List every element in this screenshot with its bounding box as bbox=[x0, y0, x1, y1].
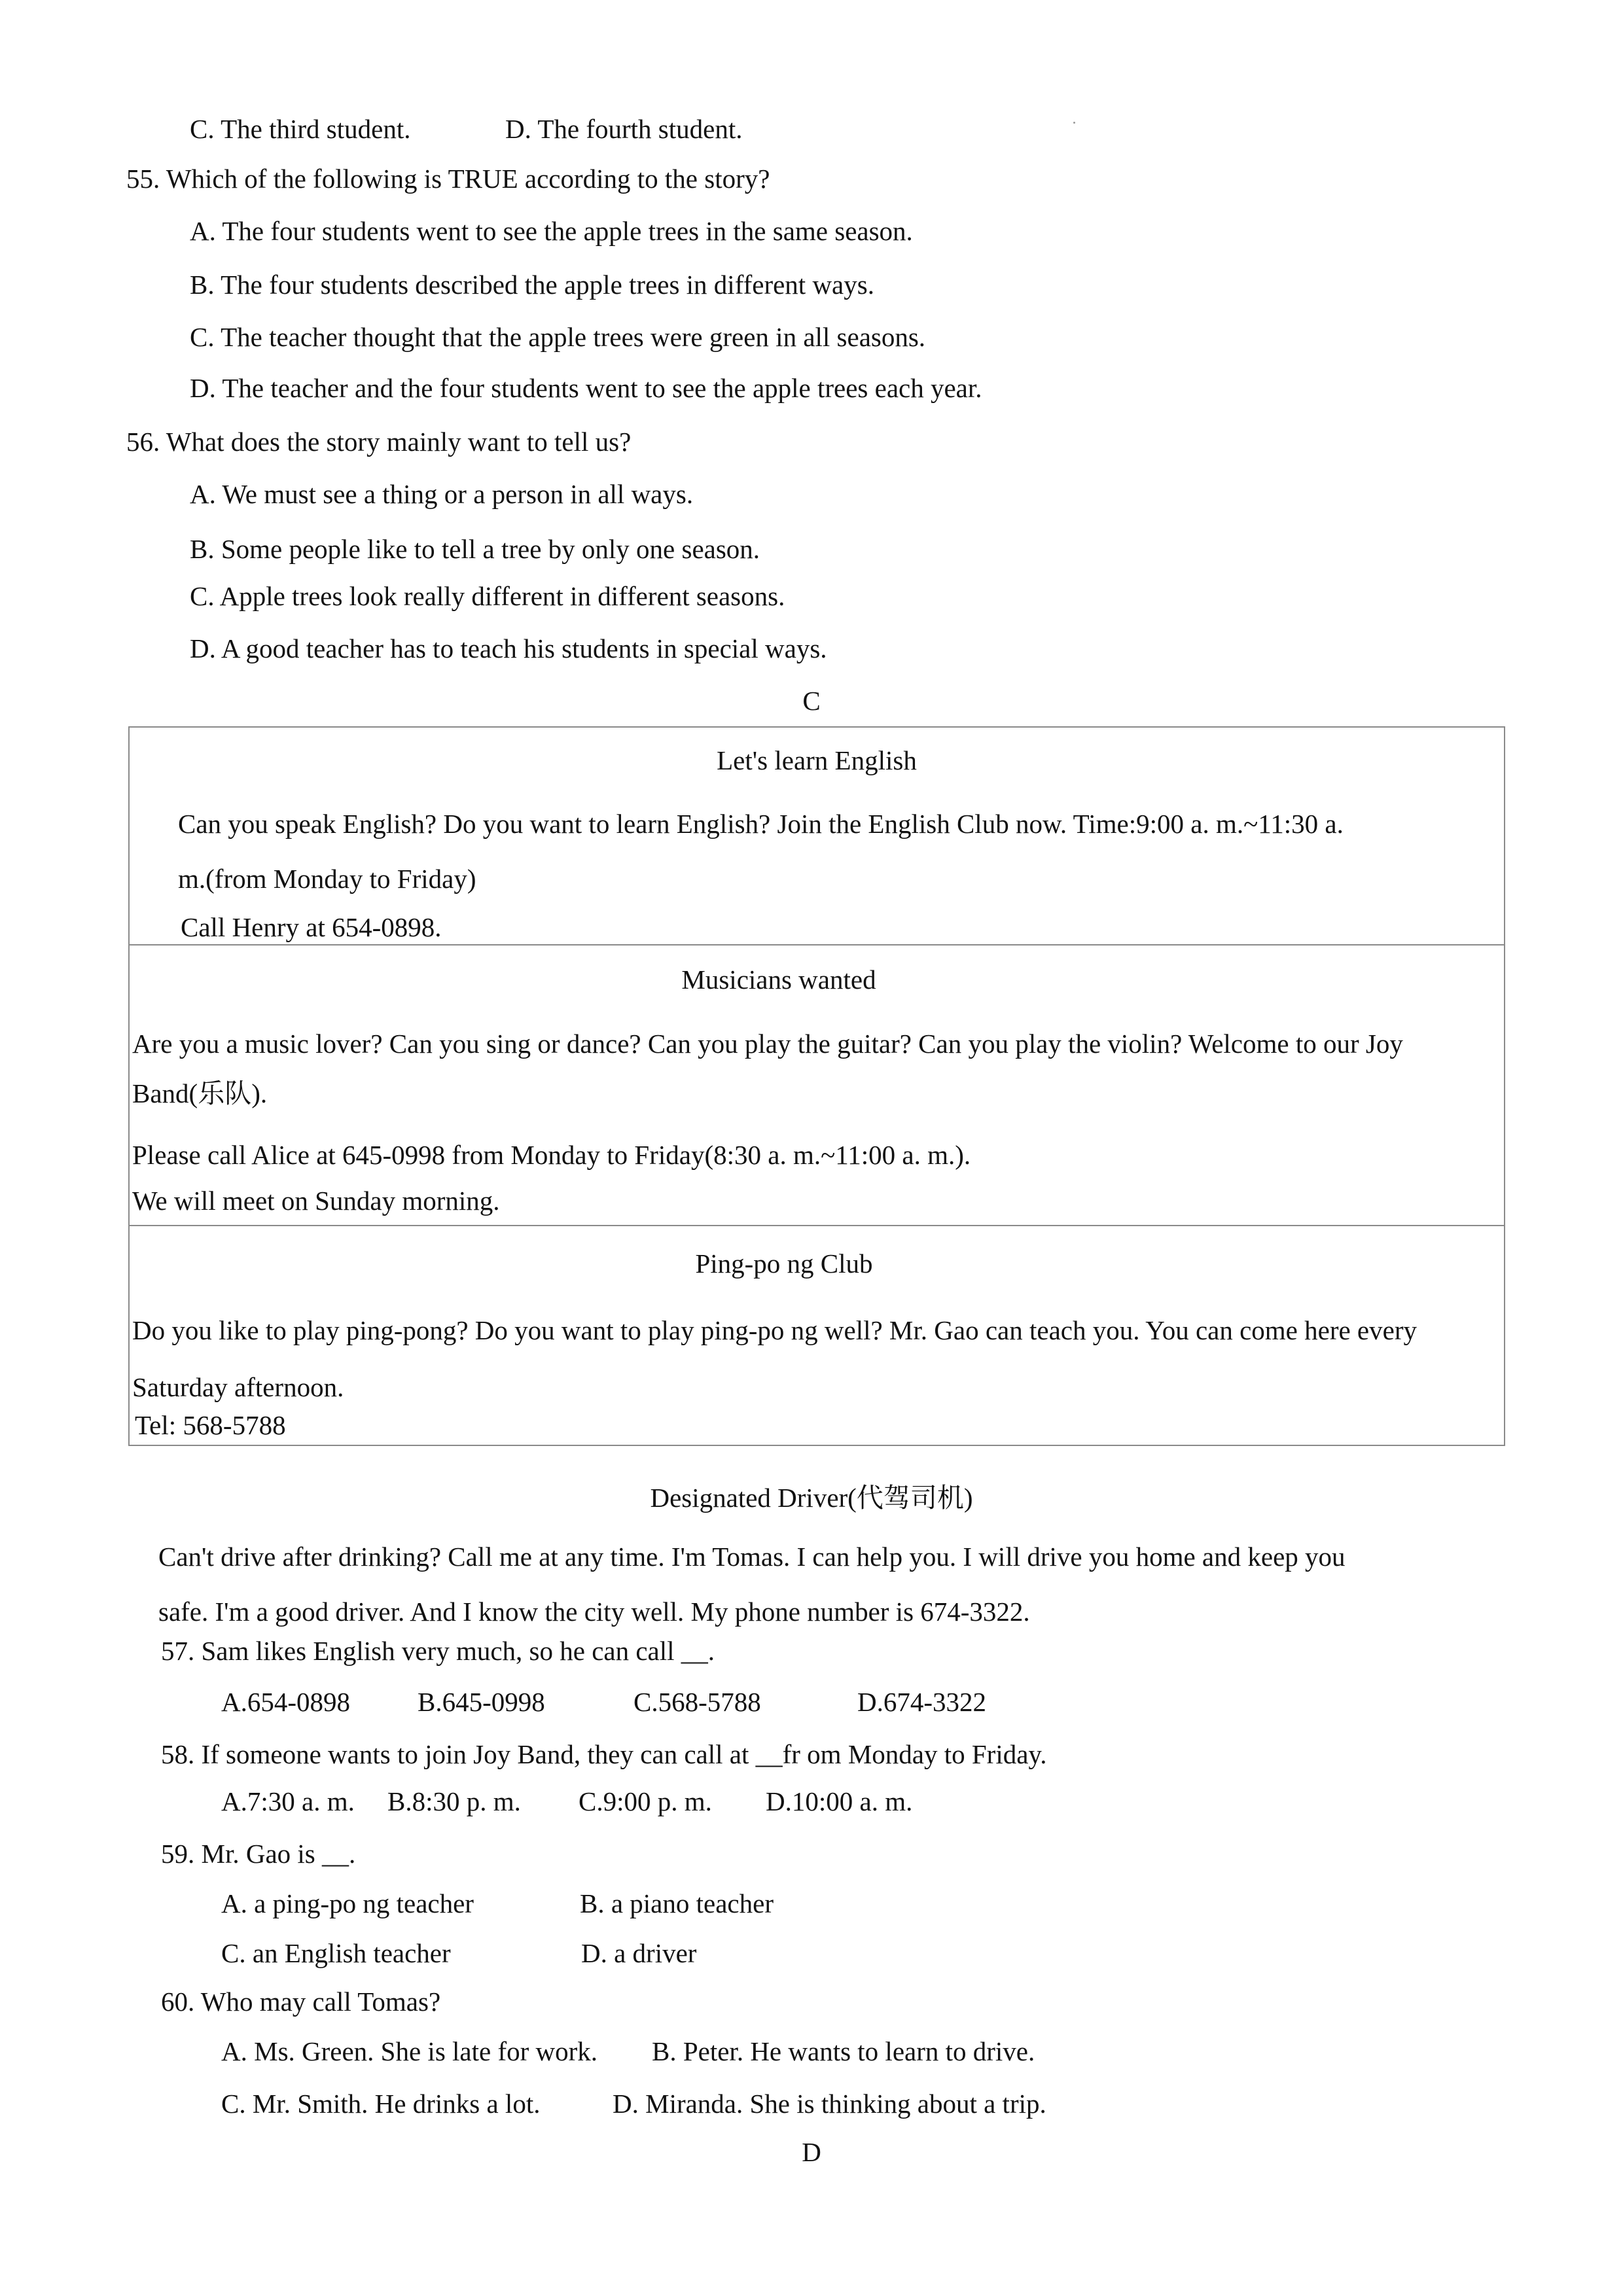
q57-option-b: B.645-0998 bbox=[418, 1687, 545, 1717]
ads-table-divider-2 bbox=[128, 1225, 1505, 1226]
q59-option-b: B. a piano teacher bbox=[580, 1888, 774, 1918]
ad-driver-title: Designated Driver(代驾司机) bbox=[650, 1483, 973, 1513]
q55-option-d: D. The teacher and the four students went to see the apple trees each year. bbox=[190, 373, 982, 403]
ad-english-line-3: Call Henry at 654-0898. bbox=[181, 912, 442, 942]
q55-option-c: C. The teacher thought that the apple trees were green in all seasons. bbox=[190, 322, 926, 352]
ad-driver-line-2: safe. I'm a good driver. And I know the city well. My phone number is 674-3322. bbox=[158, 1597, 1030, 1627]
ads-table-divider-1 bbox=[128, 944, 1505, 945]
ad-pingpong-line-3: Tel: 568-5788 bbox=[135, 1410, 286, 1440]
ad-musicians-line-3: Please call Alice at 645-0998 from Monday to Friday(8:30 a. m.~11:00 a. m.). bbox=[132, 1140, 971, 1170]
q59-question: 59. Mr. Gao is __. bbox=[161, 1839, 356, 1869]
q60-option-a: A. Ms. Green. She is late for work. bbox=[221, 2036, 598, 2066]
ad-driver-line-1: Can't drive after drinking? Call me at any time. I'm Tomas. I can help you. I will drive you home and keep you bbox=[158, 1542, 1346, 1572]
ad-musicians-title: Musicians wanted bbox=[681, 964, 876, 995]
ad-musicians-line-1: Are you a music lover? Can you sing or dance? Can you play the guitar? Can you play the violin? Welcome to our Joy bbox=[132, 1029, 1403, 1059]
q54-option-d: D. The fourth student. bbox=[505, 114, 743, 144]
q59-option-c: C. an English teacher bbox=[221, 1938, 451, 1968]
q56-option-d: D. A good teacher has to teach his students in special ways. bbox=[190, 633, 827, 663]
stray-mark bbox=[1073, 122, 1075, 124]
q57-option-c: C.568-5788 bbox=[633, 1687, 761, 1717]
q58-option-d: D.10:00 a. m. bbox=[766, 1786, 913, 1816]
q56-option-b: B. Some people like to tell a tree by only one season. bbox=[190, 534, 760, 564]
q60-option-c: C. Mr. Smith. He drinks a lot. bbox=[221, 2089, 541, 2119]
q60-option-b: B. Peter. He wants to learn to drive. bbox=[652, 2036, 1035, 2066]
q58-option-c: C.9:00 p. m. bbox=[579, 1786, 712, 1816]
q57-option-d: D.674-3322 bbox=[857, 1687, 987, 1717]
ad-english-line-2: m.(from Monday to Friday) bbox=[178, 864, 476, 894]
q59-option-a: A. a ping-po ng teacher bbox=[221, 1888, 474, 1918]
ad-pingpong-line-2: Saturday afternoon. bbox=[132, 1372, 344, 1402]
q55-question: 55. Which of the following is TRUE according to the story? bbox=[126, 164, 770, 194]
q60-option-d: D. Miranda. She is thinking about a trip. bbox=[613, 2089, 1046, 2119]
section-label-d: D bbox=[802, 2137, 821, 2167]
ad-musicians-line-2: Band(乐队). bbox=[132, 1078, 268, 1108]
ad-english-line-1: Can you speak English? Do you want to learn English? Join the English Club now. Time:9:00 a. m.~11:30 a. bbox=[178, 809, 1344, 839]
q55-option-a: A. The four students went to see the apple trees in the same season. bbox=[190, 216, 913, 246]
q55-option-b: B. The four students described the apple trees in different ways. bbox=[190, 270, 874, 300]
q54-option-c: C. The third student. bbox=[190, 114, 411, 144]
q58-question: 58. If someone wants to join Joy Band, they can call at __fr om Monday to Friday. bbox=[161, 1739, 1047, 1769]
q58-option-a: A.7:30 a. m. bbox=[221, 1786, 355, 1816]
q60-question: 60. Who may call Tomas? bbox=[161, 1987, 441, 2017]
q59-option-d: D. a driver bbox=[581, 1938, 697, 1968]
ad-musicians-line-4: We will meet on Sunday morning. bbox=[132, 1186, 500, 1216]
q56-question: 56. What does the story mainly want to tell us? bbox=[126, 427, 632, 457]
q57-question: 57. Sam likes English very much, so he can call __. bbox=[161, 1636, 715, 1666]
q56-option-a: A. We must see a thing or a person in all ways. bbox=[190, 479, 694, 509]
q57-option-a: A.654-0898 bbox=[221, 1687, 351, 1717]
ad-pingpong-title: Ping-po ng Club bbox=[695, 1248, 873, 1279]
q58-option-b: B.8:30 p. m. bbox=[387, 1786, 521, 1816]
section-label-c: C bbox=[802, 686, 821, 716]
ad-pingpong-line-1: Do you like to play ping-pong? Do you want to play ping-po ng well? Mr. Gao can teach you. You can come here every bbox=[132, 1315, 1417, 1345]
ad-english-title: Let's learn English bbox=[717, 745, 917, 775]
q56-option-c: C. Apple trees look really different in different seasons. bbox=[190, 581, 785, 611]
